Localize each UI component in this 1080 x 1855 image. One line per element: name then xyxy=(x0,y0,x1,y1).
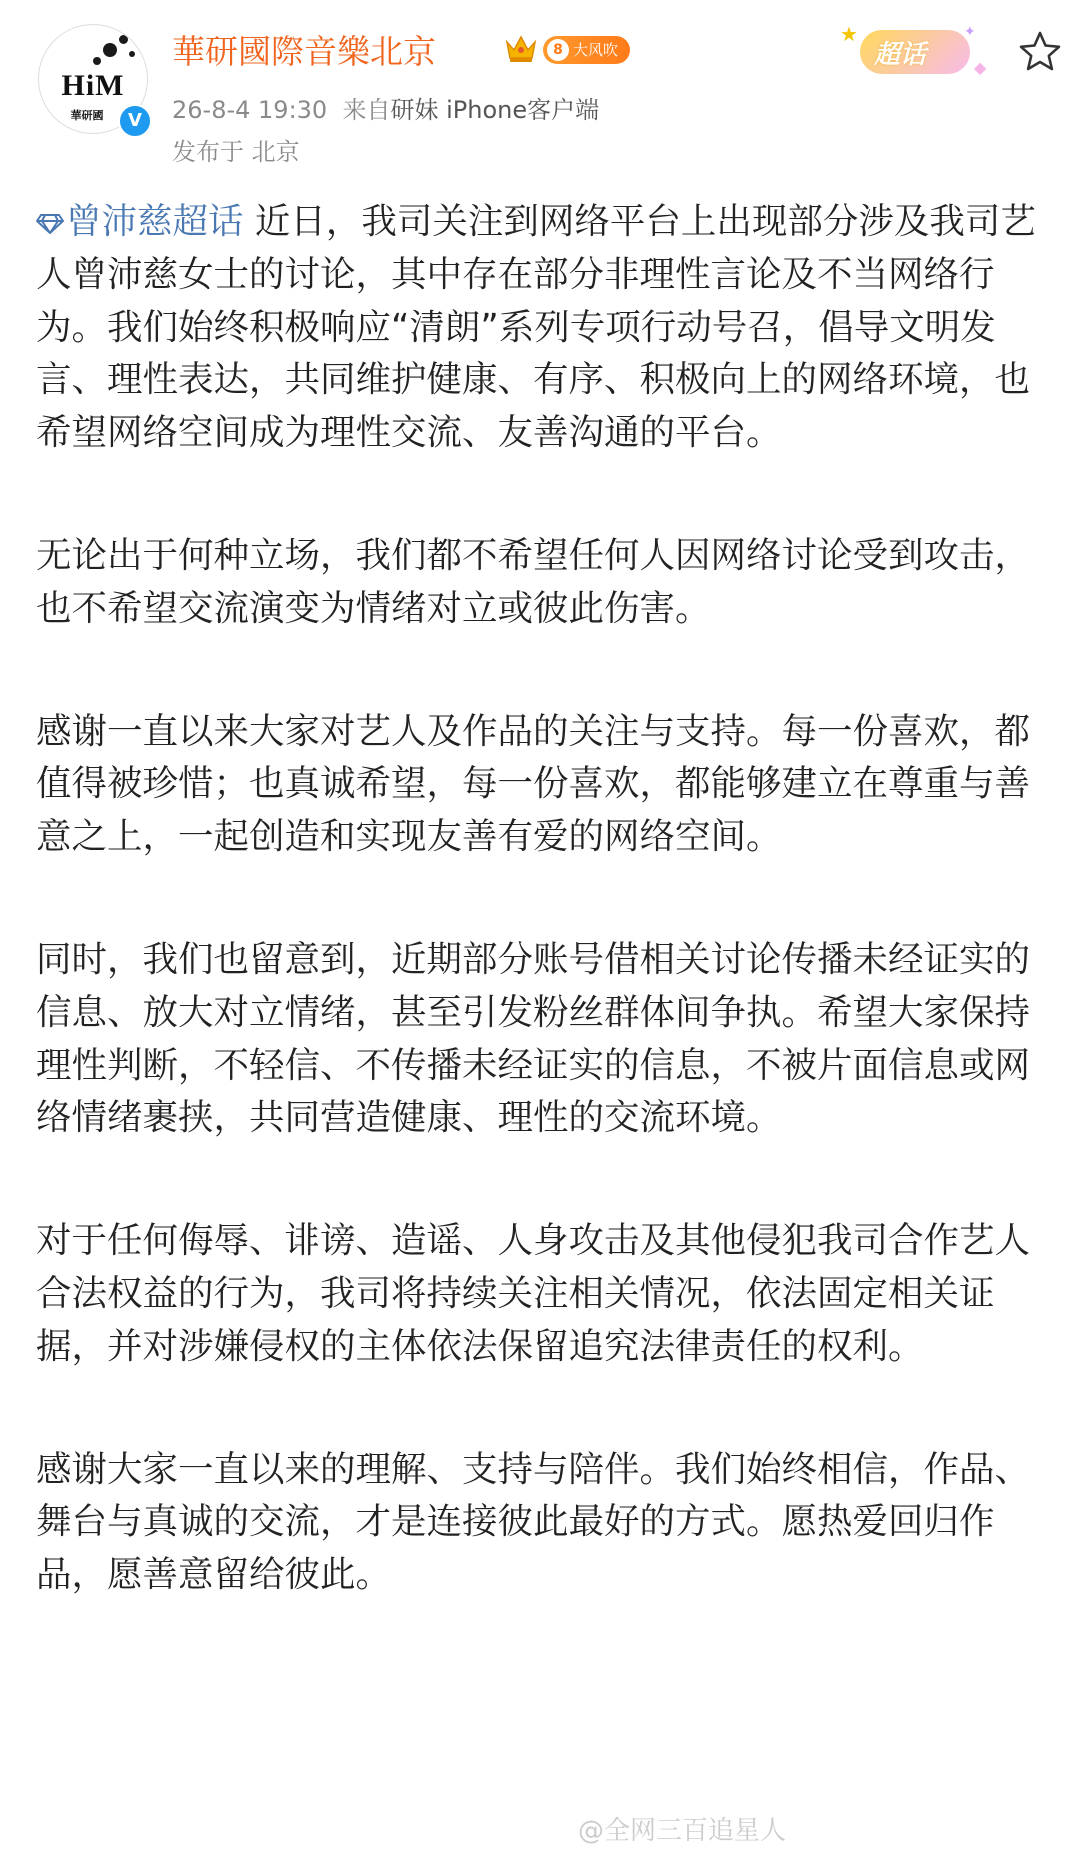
post-location: 发布于 北京 xyxy=(172,138,300,166)
post-paragraph: 对于任何侮辱、诽谤、造谣、人身攻击及其他侵犯我司合作艺人合法权益的行为，我司将持续关注相关情况，依法固定相关证据，并对涉嫌侵权的主体依法保留追究法律责任的权利。 xyxy=(36,1220,1031,1367)
topic-link[interactable] xyxy=(36,201,244,242)
logo-dot xyxy=(103,43,117,57)
client-link[interactable]: 研妹 iPhone客户端 xyxy=(390,96,600,124)
paragraph-gap xyxy=(36,636,1046,706)
post-time: 26-8-4 19:30 xyxy=(172,96,328,124)
paragraph-text: 近日，我司关注到网络平台上出现部分涉及我司艺人曾沛慈女士的讨论，其中存在部分非理性言论及不当网络行为。我们始终积极响应“清朗”系列专项行动号召，倡导文明发言、理性表达，共同维护健康、有序、积极向上的网络环境，也希望网络空间成为理性交流、友善沟通的平台。 xyxy=(36,201,1036,454)
diamond-icon xyxy=(36,213,64,235)
supertopic-button[interactable] xyxy=(836,20,996,90)
sparkle-icon: ◆ xyxy=(974,58,987,77)
post-header xyxy=(36,20,1046,170)
crown-icon xyxy=(504,32,538,64)
paragraph-gap xyxy=(36,1145,1046,1215)
supertopic-label: 超话 xyxy=(874,40,927,70)
fan-level-label: 大风吹 xyxy=(573,41,619,59)
post-paragraph: 无论出于何种立场，我们都不希望任何人因网络讨论受到攻击，也不希望交流演变为情绪对立或彼此伤害。 xyxy=(36,534,1031,629)
post-body xyxy=(36,196,1046,1602)
account-name[interactable]: 華研國際音樂北京 xyxy=(172,32,436,71)
fan-level-badge[interactable] xyxy=(543,36,630,64)
paragraph-gap xyxy=(36,460,1046,530)
logo-dot xyxy=(129,51,135,57)
post-paragraph xyxy=(36,196,1046,460)
watermark: @全网三百追星人 xyxy=(578,1816,787,1846)
star-outline-icon[interactable] xyxy=(1016,28,1064,76)
post-paragraph: 感谢一直以来大家对艺人及作品的关注与支持。每一份喜欢，都值得被珍惜；也真诚希望，每一份喜欢，都能够建立在尊重与善意之上，一起创造和实现友善有爱的网络空间。 xyxy=(36,710,1031,858)
paragraph-gap xyxy=(36,864,1046,934)
avatar-logo-subtext: 華研國 xyxy=(70,109,104,122)
sparkle-icon: ✦ xyxy=(964,24,976,40)
logo-dot xyxy=(93,57,101,65)
post-meta xyxy=(172,90,599,125)
sparkle-icon: ★ xyxy=(840,22,858,46)
topic-text: 曾沛慈超话 xyxy=(66,201,244,242)
logo-dot xyxy=(119,35,128,44)
fan-level-number: 8 xyxy=(547,39,569,61)
post-paragraph: 感谢大家一直以来的理解、支持与陪伴。我们始终相信，作品、舞台与真诚的交流，才是连接彼此最好的方式。愿热爱回归作品，愿善意留给彼此。 xyxy=(36,1448,1031,1596)
avatar-logo-text: HiM xyxy=(61,69,125,102)
source-prefix: 来自 xyxy=(342,96,391,124)
post-paragraph: 同时，我们也留意到，近期部分账号借相关讨论传播未经证实的信息、放大对立情绪，甚至引发粉丝群体间争执。希望大家保持理性判断，不轻信、不传播未经证实的信息，不被片面信息或网络情绪裹挟，共同营造健康、理性的交流环境。 xyxy=(36,938,1031,1139)
paragraph-gap xyxy=(36,1374,1046,1444)
verified-badge-icon: V xyxy=(118,104,152,138)
